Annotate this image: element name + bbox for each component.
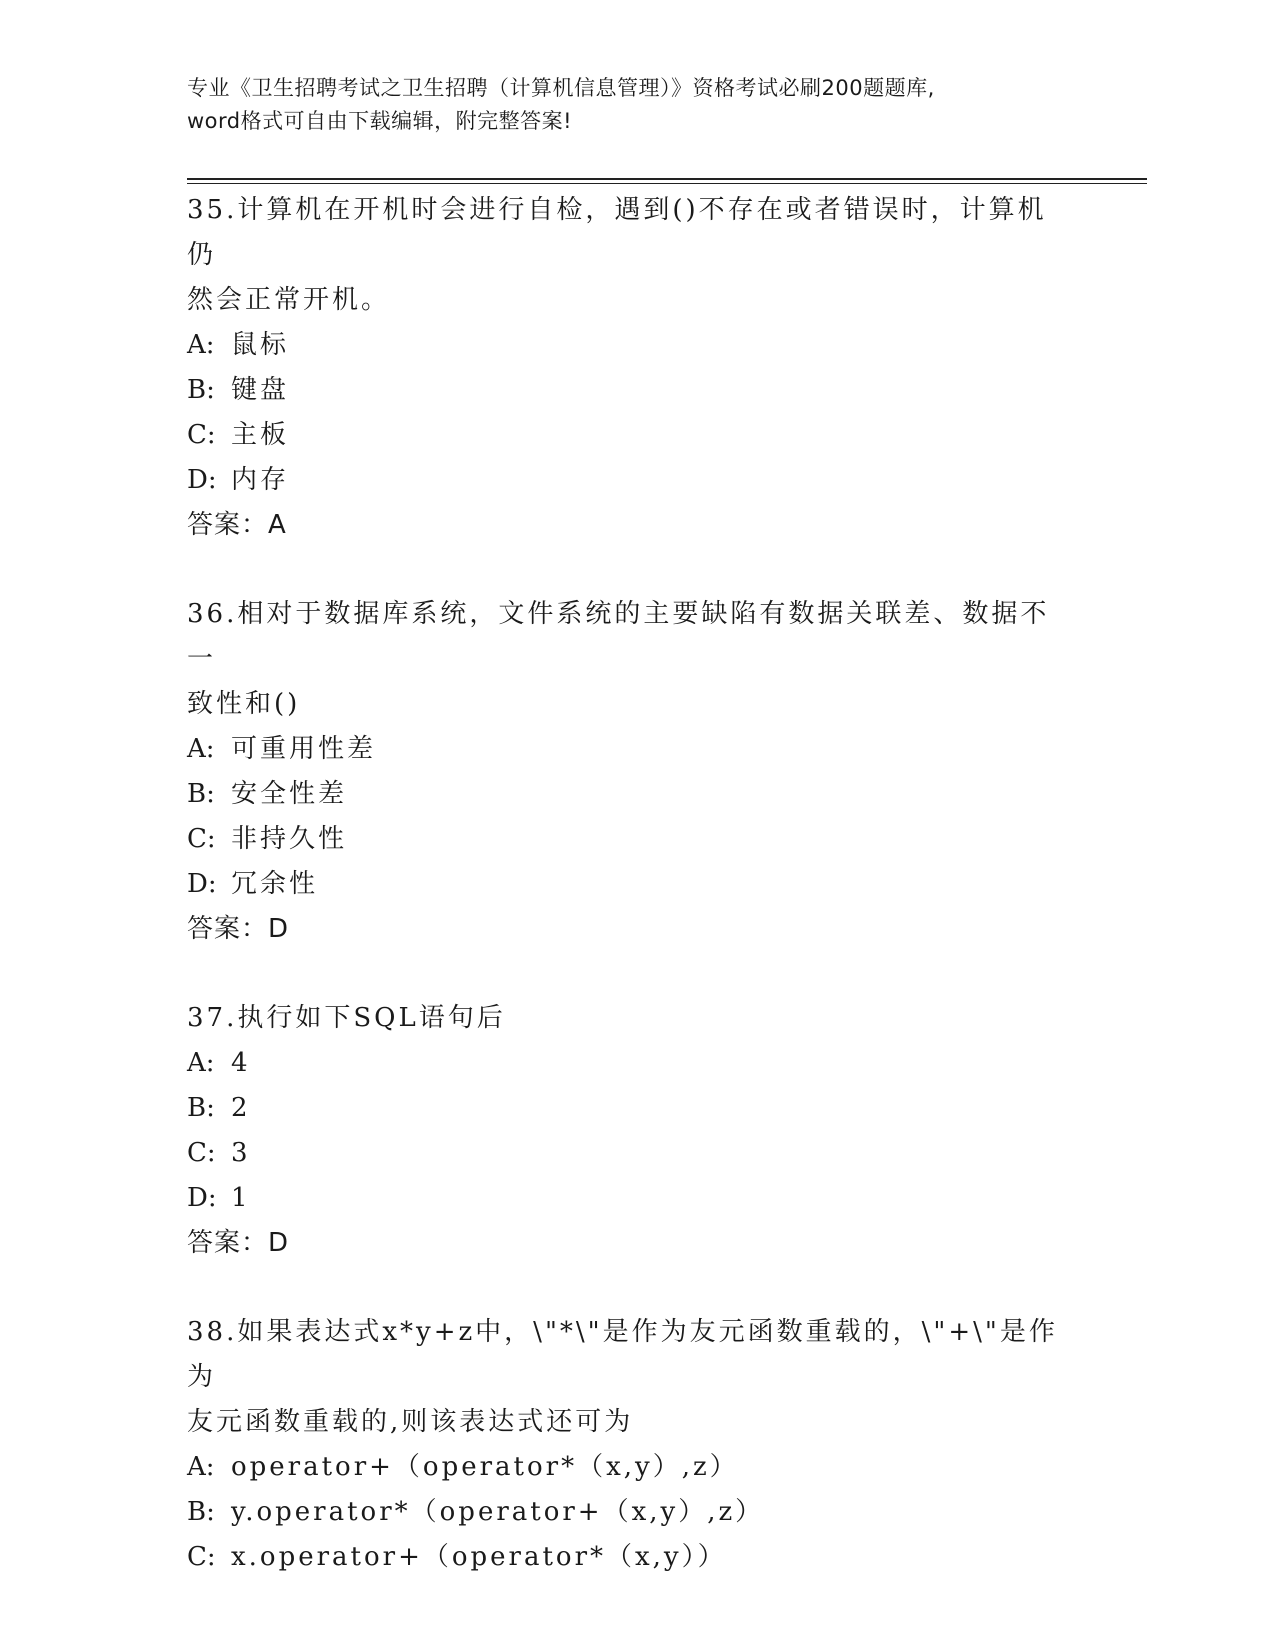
- option-a: [187, 727, 1067, 772]
- header-divider-thick: [187, 178, 1147, 180]
- option-d: [187, 458, 1067, 503]
- option-text: 可重用性差: [231, 734, 377, 764]
- option-b: [187, 368, 1067, 413]
- header-line-1: 专业《卫生招聘考试之卫生招聘（计算机信息管理）》资格考试必刷200题题库,: [187, 76, 935, 100]
- option-letter: A:: [187, 330, 215, 360]
- answer-line: 答案：D: [187, 1228, 290, 1258]
- option-d: [187, 1176, 1067, 1221]
- option-letter: A:: [187, 1452, 215, 1482]
- option-text: 2: [231, 1093, 251, 1123]
- document-header: [187, 72, 1067, 138]
- option-b: [187, 1086, 1067, 1131]
- question-stem-line: 35.计算机在开机时会进行自检，遇到()不存在或者错误时，计算机仍: [187, 195, 1047, 270]
- option-text: x.operator+（operator*（x,y））: [231, 1542, 727, 1572]
- option-letter: B:: [187, 1497, 215, 1527]
- option-c: [187, 1131, 1067, 1176]
- option-letter: B:: [187, 779, 215, 809]
- option-c: [187, 413, 1067, 458]
- question-stem-line: 友元函数重载的,则该表达式还可为: [187, 1407, 634, 1437]
- answer-line: 答案：D: [187, 914, 290, 944]
- option-letter: C:: [187, 420, 216, 450]
- question-stem-line: 致性和(): [187, 689, 301, 719]
- option-letter: D:: [187, 465, 217, 495]
- option-text: 鼠标: [231, 330, 290, 360]
- option-letter: A:: [187, 1048, 215, 1078]
- option-text: 键盘: [231, 375, 290, 405]
- option-text: 4: [231, 1048, 251, 1078]
- option-letter: A:: [187, 734, 215, 764]
- option-letter: D:: [187, 869, 217, 899]
- option-text: 1: [231, 1183, 251, 1213]
- option-a: [187, 323, 1067, 368]
- header-line-2: word格式可自由下载编辑，附完整答案!: [187, 109, 573, 133]
- option-text: 3: [231, 1138, 251, 1168]
- option-d: [187, 862, 1067, 907]
- option-text: operator+（operator*（x,y）,z）: [231, 1452, 739, 1482]
- option-text: 非持久性: [231, 824, 348, 854]
- question-37: [187, 996, 1067, 1266]
- option-text: 安全性差: [231, 779, 348, 809]
- option-text: y.operator*（operator+（x,y）,z）: [231, 1497, 765, 1527]
- option-c: [187, 817, 1067, 862]
- option-letter: C:: [187, 1138, 216, 1168]
- option-text: 主板: [231, 420, 290, 450]
- question-stem-line: 36.相对于数据库系统，文件系统的主要缺陷有数据关联差、数据不一: [187, 599, 1050, 674]
- option-text: 冗余性: [231, 869, 319, 899]
- option-a: [187, 1041, 1067, 1086]
- option-b: [187, 1490, 1067, 1535]
- option-letter: B:: [187, 375, 215, 405]
- option-c: [187, 1535, 1067, 1580]
- question-stem-line: 37.执行如下SQL语句后: [187, 1003, 506, 1033]
- option-a: [187, 1445, 1067, 1490]
- option-b: [187, 772, 1067, 817]
- question-list: [187, 188, 1067, 1624]
- header-divider-thin: [187, 183, 1147, 184]
- question-stem-line: 38.如果表达式x*y+z中，\"*\"是作为友元函数重载的，\"+\"是作为: [187, 1317, 1058, 1392]
- question-35: [187, 188, 1067, 548]
- option-text: 内存: [231, 465, 290, 495]
- option-letter: C:: [187, 824, 216, 854]
- option-letter: D:: [187, 1183, 217, 1213]
- question-stem-line: 然会正常开机。: [187, 285, 391, 315]
- question-38: [187, 1310, 1067, 1580]
- answer-line: 答案：A: [187, 510, 287, 540]
- question-36: [187, 592, 1067, 952]
- option-letter: B:: [187, 1093, 215, 1123]
- option-letter: C:: [187, 1542, 216, 1572]
